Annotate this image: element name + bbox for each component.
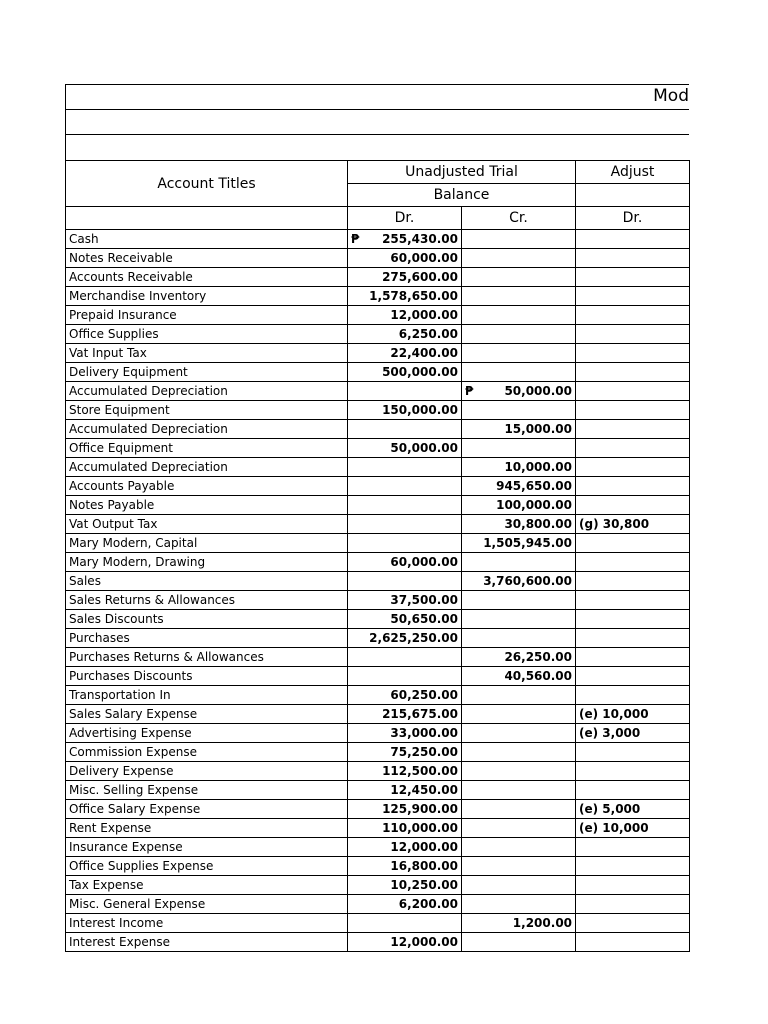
table-row <box>66 458 690 477</box>
cr-cell[interactable] <box>462 496 576 515</box>
cr-cell[interactable] <box>462 534 576 553</box>
cr-cell[interactable] <box>462 477 576 496</box>
dr-cell-value: 12,000.00 <box>390 935 458 949</box>
cr-cell[interactable] <box>462 819 576 838</box>
dr-cell[interactable] <box>348 648 462 667</box>
account-title-cell[interactable] <box>66 857 348 876</box>
account-title-cell[interactable] <box>66 800 348 819</box>
cr-cell[interactable] <box>462 382 576 401</box>
cr-cell[interactable] <box>462 629 576 648</box>
adj-dr-cell[interactable] <box>576 420 690 439</box>
dr-cell[interactable] <box>348 819 462 838</box>
account-title-cell-value: Advertising Expense <box>69 726 192 740</box>
dr-cell[interactable] <box>348 895 462 914</box>
cr-cell-value: 26,250.00 <box>504 650 573 664</box>
peso-sign: ₱ <box>351 232 360 246</box>
cr-cell-value: 50,000.00 <box>504 384 573 398</box>
table-row <box>66 401 690 420</box>
dr-cell[interactable] <box>348 325 462 344</box>
dr-cell[interactable] <box>348 249 462 268</box>
dr-cell-value: 10,250.00 <box>390 878 458 892</box>
table-row <box>66 629 690 648</box>
header-account-titles: Account Titles <box>66 161 348 207</box>
account-title-cell-value: Accumulated Depreciation <box>69 384 228 398</box>
adj-dr-cell[interactable] <box>576 762 690 781</box>
dr-cell-value: 50,000.00 <box>390 441 458 455</box>
adj-dr-cell[interactable] <box>576 534 690 553</box>
table-row <box>66 306 690 325</box>
adj-dr-cell[interactable] <box>576 553 690 572</box>
dr-cell-value: 60,250.00 <box>390 688 458 702</box>
account-title-cell[interactable] <box>66 895 348 914</box>
table-row <box>66 933 690 952</box>
account-title-cell-value: Store Equipment <box>69 403 170 417</box>
table-row <box>66 477 690 496</box>
dr-cell[interactable] <box>348 800 462 819</box>
account-title-cell[interactable] <box>66 838 348 857</box>
table-row <box>66 914 690 933</box>
adj-dr-cell[interactable] <box>576 439 690 458</box>
dr-cell-value: 275,600.00 <box>382 270 458 284</box>
dr-cell-value: 22,400.00 <box>390 346 458 360</box>
account-title-cell[interactable] <box>66 819 348 838</box>
cr-cell[interactable] <box>462 762 576 781</box>
account-title-cell-value: Delivery Equipment <box>69 365 188 379</box>
cr-cell-value: 1,200.00 <box>512 916 573 930</box>
account-title-cell-value: Purchases Returns & Allowances <box>69 650 264 664</box>
dr-cell[interactable] <box>348 724 462 743</box>
cr-cell-value: 30,800.00 <box>504 517 573 531</box>
table-row <box>66 800 690 819</box>
cr-cell[interactable] <box>462 667 576 686</box>
account-title-cell[interactable] <box>66 515 348 534</box>
table-row <box>66 895 690 914</box>
table-row <box>66 439 690 458</box>
dr-cell[interactable] <box>348 591 462 610</box>
cr-cell[interactable] <box>462 838 576 857</box>
header-blank <box>576 184 690 207</box>
account-title-cell-value: Merchandise Inventory <box>69 289 207 303</box>
account-title-cell[interactable] <box>66 553 348 572</box>
adj-dr-cell[interactable] <box>576 914 690 933</box>
account-title-cell[interactable] <box>66 401 348 420</box>
dr-cell[interactable] <box>348 458 462 477</box>
dr-cell[interactable] <box>348 287 462 306</box>
dr-cell[interactable] <box>348 914 462 933</box>
cr-cell[interactable] <box>462 306 576 325</box>
table-row <box>66 287 690 306</box>
table-row <box>66 572 690 591</box>
adj-dr-cell[interactable] <box>576 800 690 819</box>
dr-cell[interactable] <box>348 268 462 287</box>
adj-dr-cell-value: (e) 10,000 <box>579 707 649 721</box>
cr-cell[interactable] <box>462 287 576 306</box>
adj-dr-cell[interactable] <box>576 895 690 914</box>
table-row <box>66 743 690 762</box>
adj-dr-cell[interactable] <box>576 629 690 648</box>
table-row <box>66 230 690 249</box>
account-title-cell-value: Mary Modern, Capital <box>69 536 198 550</box>
dr-cell-value: 110,000.00 <box>382 821 458 835</box>
table-row <box>66 838 690 857</box>
account-title-cell[interactable] <box>66 458 348 477</box>
adj-dr-cell[interactable] <box>576 230 690 249</box>
account-title-cell-value: Cash <box>69 232 99 246</box>
account-title-cell[interactable] <box>66 762 348 781</box>
table-row <box>66 344 690 363</box>
table-row <box>66 553 690 572</box>
cr-cell[interactable] <box>462 363 576 382</box>
account-title-cell-value: Vat Output Tax <box>69 517 158 531</box>
cr-cell[interactable] <box>462 743 576 762</box>
dr-cell-value: 2,625,250.00 <box>369 631 458 645</box>
cr-cell-value: 3,760,600.00 <box>483 574 573 588</box>
adj-dr-cell[interactable] <box>576 306 690 325</box>
dr-cell[interactable] <box>348 401 462 420</box>
adj-dr-cell[interactable] <box>576 344 690 363</box>
cr-cell[interactable] <box>462 857 576 876</box>
account-title-cell[interactable] <box>66 325 348 344</box>
dr-cell-value: 125,900.00 <box>382 802 458 816</box>
cr-cell[interactable] <box>462 572 576 591</box>
adj-dr-cell[interactable] <box>576 401 690 420</box>
worksheet-title: Mod <box>653 86 689 106</box>
account-title-cell[interactable] <box>66 629 348 648</box>
table-row <box>66 591 690 610</box>
dr-cell[interactable] <box>348 496 462 515</box>
account-title-cell-value: Mary Modern, Drawing <box>69 555 206 569</box>
account-title-cell-value: Notes Receivable <box>69 251 173 265</box>
account-title-cell-value: Accumulated Depreciation <box>69 460 228 474</box>
adj-dr-cell[interactable] <box>576 363 690 382</box>
header-blank <box>66 207 348 230</box>
dr-cell-value: 33,000.00 <box>390 726 458 740</box>
table-row <box>66 325 690 344</box>
blank-row <box>65 135 689 160</box>
dr-cell[interactable] <box>348 838 462 857</box>
adj-dr-cell[interactable] <box>576 686 690 705</box>
adj-dr-cell[interactable] <box>576 382 690 401</box>
dr-cell[interactable] <box>348 781 462 800</box>
dr-cell[interactable] <box>348 363 462 382</box>
account-title-cell[interactable] <box>66 933 348 952</box>
header-balance: Balance <box>348 184 576 207</box>
account-title-cell[interactable] <box>66 648 348 667</box>
adj-dr-cell[interactable] <box>576 819 690 838</box>
cr-cell-value: 100,000.00 <box>496 498 573 512</box>
account-title-cell-value: Notes Payable <box>69 498 155 512</box>
adj-dr-cell-value: (e) 10,000 <box>579 821 649 835</box>
dr-cell[interactable] <box>348 933 462 952</box>
adj-dr-cell-value: (e) 5,000 <box>579 802 641 816</box>
adj-dr-cell[interactable] <box>576 705 690 724</box>
adj-dr-cell[interactable] <box>576 933 690 952</box>
adj-dr-cell-value: (g) 30,800 <box>579 517 650 531</box>
cr-cell[interactable] <box>462 876 576 895</box>
account-title-cell[interactable] <box>66 572 348 591</box>
dr-cell[interactable] <box>348 344 462 363</box>
account-title-cell-value: Office Supplies <box>69 327 159 341</box>
table-row <box>66 686 690 705</box>
header-cr: Cr. <box>462 207 576 230</box>
table-row <box>66 724 690 743</box>
account-title-cell-value: Accounts Payable <box>69 479 175 493</box>
cr-cell[interactable] <box>462 933 576 952</box>
account-title-cell[interactable] <box>66 496 348 515</box>
cr-cell-value: 945,650.00 <box>496 479 573 493</box>
account-title-cell-value: Prepaid Insurance <box>69 308 177 322</box>
dr-cell[interactable] <box>348 230 462 249</box>
adj-dr-cell[interactable] <box>576 781 690 800</box>
cr-cell[interactable] <box>462 648 576 667</box>
account-title-cell[interactable] <box>66 268 348 287</box>
table-row <box>66 534 690 553</box>
account-title-cell-value: Sales Discounts <box>69 612 164 626</box>
account-title-cell[interactable] <box>66 477 348 496</box>
account-title-cell[interactable] <box>66 781 348 800</box>
cr-cell-value: 1,505,945.00 <box>483 536 573 550</box>
cr-cell[interactable] <box>462 591 576 610</box>
account-title-cell-value: Interest Expense <box>69 935 170 949</box>
account-title-cell-value: Purchases Discounts <box>69 669 193 683</box>
cr-cell[interactable] <box>462 401 576 420</box>
dr-cell[interactable] <box>348 876 462 895</box>
account-title-cell[interactable] <box>66 382 348 401</box>
cr-cell[interactable] <box>462 914 576 933</box>
header-adj-dr: Dr. <box>576 207 690 230</box>
table-row <box>66 876 690 895</box>
header-dr: Dr. <box>348 207 462 230</box>
account-title-cell[interactable] <box>66 287 348 306</box>
dr-cell[interactable] <box>348 477 462 496</box>
account-title-cell[interactable] <box>66 591 348 610</box>
account-title-cell-value: Sales <box>69 574 101 588</box>
account-title-cell[interactable] <box>66 724 348 743</box>
account-title-cell-value: Tax Expense <box>69 878 144 892</box>
cr-cell[interactable] <box>462 439 576 458</box>
account-title-cell[interactable] <box>66 363 348 382</box>
account-title-cell[interactable] <box>66 534 348 553</box>
dr-cell[interactable] <box>348 572 462 591</box>
dr-cell[interactable] <box>348 610 462 629</box>
title-row <box>65 84 689 110</box>
account-title-cell-value: Transportation In <box>69 688 171 702</box>
adj-dr-cell[interactable] <box>576 610 690 629</box>
dr-cell[interactable] <box>348 857 462 876</box>
cr-cell[interactable] <box>462 249 576 268</box>
account-title-cell[interactable] <box>66 249 348 268</box>
account-title-cell-value: Misc. Selling Expense <box>69 783 199 797</box>
header-adjustments: Adjust <box>576 161 690 184</box>
adj-dr-cell[interactable] <box>576 572 690 591</box>
dr-cell[interactable] <box>348 420 462 439</box>
dr-cell-value: 1,578,650.00 <box>369 289 458 303</box>
account-title-cell[interactable] <box>66 914 348 933</box>
dr-cell-value: 6,250.00 <box>398 327 458 341</box>
account-title-cell[interactable] <box>66 705 348 724</box>
table-row <box>66 382 690 401</box>
cr-cell-value: 10,000.00 <box>504 460 573 474</box>
adj-dr-cell[interactable] <box>576 477 690 496</box>
dr-cell[interactable] <box>348 439 462 458</box>
cr-cell[interactable] <box>462 325 576 344</box>
cr-cell-value: 15,000.00 <box>504 422 573 436</box>
adj-dr-cell[interactable] <box>576 667 690 686</box>
blank-row <box>65 109 689 135</box>
dr-cell-value: 500,000.00 <box>382 365 458 379</box>
dr-cell-value: 150,000.00 <box>382 403 458 417</box>
adj-dr-cell[interactable] <box>576 857 690 876</box>
account-title-cell[interactable] <box>66 439 348 458</box>
account-title-cell[interactable] <box>66 230 348 249</box>
header-unadjusted: Unadjusted Trial <box>348 161 576 184</box>
account-title-cell-value: Sales Salary Expense <box>69 707 198 721</box>
account-title-cell[interactable] <box>66 743 348 762</box>
dr-cell-value: 12,000.00 <box>390 308 458 322</box>
adj-dr-cell[interactable] <box>576 838 690 857</box>
account-title-cell-value: Office Salary Expense <box>69 802 201 816</box>
adj-dr-cell[interactable] <box>576 287 690 306</box>
dr-cell-value: 112,500.00 <box>382 764 458 778</box>
dr-cell[interactable] <box>348 515 462 534</box>
account-title-cell-value: Interest Income <box>69 916 164 930</box>
cr-cell[interactable] <box>462 610 576 629</box>
table-row <box>66 667 690 686</box>
adj-dr-cell[interactable] <box>576 648 690 667</box>
dr-cell-value: 12,000.00 <box>390 840 458 854</box>
dr-cell[interactable] <box>348 534 462 553</box>
table-row <box>66 610 690 629</box>
account-title-cell-value: Purchases <box>69 631 130 645</box>
account-title-cell[interactable] <box>66 667 348 686</box>
table-row <box>66 762 690 781</box>
adj-dr-cell[interactable] <box>576 325 690 344</box>
adj-dr-cell[interactable] <box>576 458 690 477</box>
cr-cell[interactable] <box>462 553 576 572</box>
cr-cell[interactable] <box>462 781 576 800</box>
table-row <box>66 819 690 838</box>
account-title-cell-value: Office Supplies Expense <box>69 859 214 873</box>
cr-cell[interactable] <box>462 344 576 363</box>
table-row <box>66 268 690 287</box>
table-row <box>66 515 690 534</box>
cr-cell[interactable] <box>462 705 576 724</box>
dr-cell-value: 60,000.00 <box>390 251 458 265</box>
adj-dr-cell-value: (e) 3,000 <box>579 726 641 740</box>
dr-cell-value: 37,500.00 <box>390 593 458 607</box>
account-title-cell-value: Insurance Expense <box>69 840 183 854</box>
account-title-cell-value: Commission Expense <box>69 745 197 759</box>
dr-cell[interactable] <box>348 686 462 705</box>
dr-cell[interactable] <box>348 762 462 781</box>
dr-cell-value: 60,000.00 <box>390 555 458 569</box>
table-row <box>66 249 690 268</box>
cr-cell[interactable] <box>462 515 576 534</box>
account-title-cell-value: Accounts Receivable <box>69 270 193 284</box>
dr-cell-value: 255,430.00 <box>382 232 458 246</box>
table-row <box>66 857 690 876</box>
dr-cell-value: 12,450.00 <box>390 783 458 797</box>
account-title-cell[interactable] <box>66 420 348 439</box>
account-title-cell-value: Delivery Expense <box>69 764 174 778</box>
account-title-cell[interactable] <box>66 610 348 629</box>
dr-cell[interactable] <box>348 629 462 648</box>
account-title-cell-value: Rent Expense <box>69 821 152 835</box>
dr-cell[interactable] <box>348 306 462 325</box>
table-row <box>66 496 690 515</box>
dr-cell-value: 75,250.00 <box>390 745 458 759</box>
account-title-cell[interactable] <box>66 686 348 705</box>
dr-cell-value: 6,200.00 <box>398 897 458 911</box>
adj-dr-cell[interactable] <box>576 591 690 610</box>
dr-cell-value: 50,650.00 <box>390 612 458 626</box>
dr-cell[interactable] <box>348 667 462 686</box>
dr-cell[interactable] <box>348 705 462 724</box>
account-title-cell-value: Vat Input Tax <box>69 346 147 360</box>
dr-cell-value: 16,800.00 <box>390 859 458 873</box>
account-title-cell-value: Sales Returns & Allowances <box>69 593 236 607</box>
table-row <box>66 648 690 667</box>
adj-dr-cell[interactable] <box>576 268 690 287</box>
account-title-cell[interactable] <box>66 876 348 895</box>
table-row <box>66 420 690 439</box>
adj-dr-cell[interactable] <box>576 743 690 762</box>
adj-dr-cell[interactable] <box>576 496 690 515</box>
cr-cell[interactable] <box>462 895 576 914</box>
dr-cell[interactable] <box>348 382 462 401</box>
cr-cell[interactable] <box>462 458 576 477</box>
account-title-cell-value: Office Equipment <box>69 441 173 455</box>
cr-cell[interactable] <box>462 800 576 819</box>
dr-cell-value: 215,675.00 <box>382 707 458 721</box>
adj-dr-cell[interactable] <box>576 249 690 268</box>
cr-cell[interactable] <box>462 686 576 705</box>
dr-cell[interactable] <box>348 553 462 572</box>
cr-cell[interactable] <box>462 420 576 439</box>
cr-cell[interactable] <box>462 230 576 249</box>
cr-cell-value: 40,560.00 <box>504 669 573 683</box>
account-title-cell-value: Misc. General Expense <box>69 897 206 911</box>
worksheet-table <box>65 160 690 952</box>
table-row <box>66 781 690 800</box>
cr-cell[interactable] <box>462 268 576 287</box>
dr-cell[interactable] <box>348 743 462 762</box>
adj-dr-cell[interactable] <box>576 876 690 895</box>
table-row <box>66 705 690 724</box>
account-title-cell[interactable] <box>66 344 348 363</box>
cr-cell[interactable] <box>462 724 576 743</box>
adj-dr-cell[interactable] <box>576 724 690 743</box>
account-title-cell[interactable] <box>66 306 348 325</box>
table-row <box>66 363 690 382</box>
peso-sign: ₱ <box>465 384 474 398</box>
account-title-cell-value: Accumulated Depreciation <box>69 422 228 436</box>
adj-dr-cell[interactable] <box>576 515 690 534</box>
